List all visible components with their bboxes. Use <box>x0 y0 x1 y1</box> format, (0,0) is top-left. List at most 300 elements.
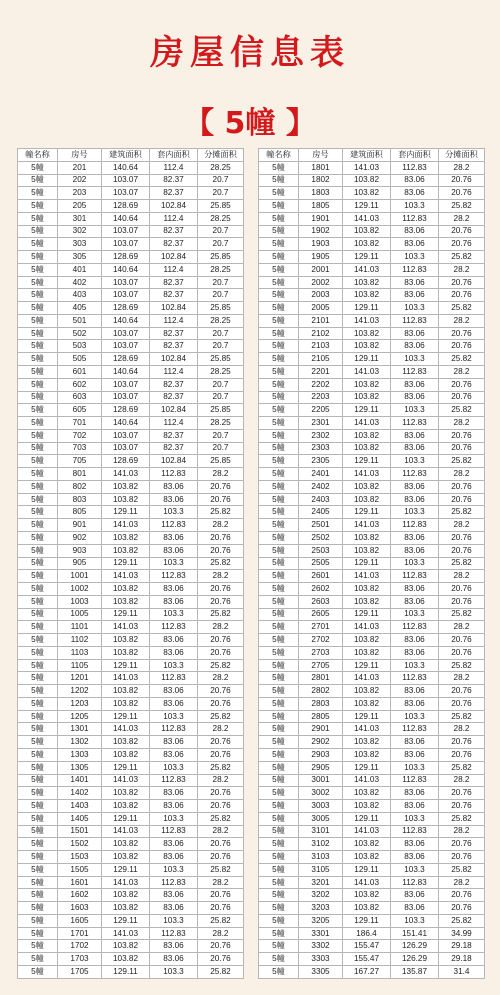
cell-room-number: 602 <box>58 378 102 391</box>
cell-inner-area: 103.3 <box>391 455 439 468</box>
cell-room-number: 2403 <box>299 493 343 506</box>
cell-building-name: 5幢 <box>259 212 299 225</box>
cell-room-number: 1403 <box>58 800 102 813</box>
cell-building-area: 129.11 <box>102 914 150 927</box>
cell-inner-area: 83.06 <box>150 531 198 544</box>
cell-room-number: 1002 <box>58 583 102 596</box>
cell-inner-area: 83.06 <box>391 838 439 851</box>
table-row <box>259 225 485 238</box>
table-row <box>18 710 244 723</box>
cell-building-area: 103.82 <box>102 583 150 596</box>
cell-room-number: 601 <box>58 366 102 379</box>
table-row <box>18 953 244 966</box>
table-row <box>259 187 485 200</box>
cell-inner-area: 151.41 <box>391 927 439 940</box>
cell-room-number: 2102 <box>299 327 343 340</box>
cell-shared-area: 20.76 <box>198 940 244 953</box>
cell-building-name: 5幢 <box>259 174 299 187</box>
cell-inner-area: 102.84 <box>150 455 198 468</box>
cell-inner-area: 103.3 <box>150 659 198 672</box>
cell-shared-area: 20.7 <box>198 378 244 391</box>
cell-building-name: 5幢 <box>259 800 299 813</box>
table-row <box>18 672 244 685</box>
cell-shared-area: 25.85 <box>198 404 244 417</box>
cell-inner-area: 112.83 <box>150 468 198 481</box>
cell-inner-area: 82.37 <box>150 327 198 340</box>
cell-inner-area: 83.06 <box>391 480 439 493</box>
cell-inner-area: 83.06 <box>391 493 439 506</box>
cell-building-area: 141.03 <box>102 570 150 583</box>
cell-shared-area: 20.76 <box>198 838 244 851</box>
cell-building-area: 129.11 <box>343 506 391 519</box>
cell-room-number: 1402 <box>58 787 102 800</box>
cell-inner-area: 83.06 <box>391 378 439 391</box>
cell-inner-area: 83.06 <box>391 327 439 340</box>
cell-room-number: 1103 <box>58 646 102 659</box>
cell-inner-area: 112.83 <box>391 212 439 225</box>
cell-room-number: 3203 <box>299 902 343 915</box>
cell-shared-area: 20.76 <box>198 634 244 647</box>
cell-building-name: 5幢 <box>18 697 58 710</box>
table-row <box>259 263 485 276</box>
cell-building-name: 5幢 <box>18 468 58 481</box>
table-row <box>18 748 244 761</box>
cell-room-number: 905 <box>58 557 102 570</box>
cell-inner-area: 103.3 <box>391 914 439 927</box>
cell-inner-area: 112.83 <box>391 366 439 379</box>
cell-building-name: 5幢 <box>259 417 299 430</box>
cell-shared-area: 20.76 <box>198 851 244 864</box>
cell-shared-area: 20.76 <box>439 583 485 596</box>
cell-building-name: 5幢 <box>259 914 299 927</box>
cell-room-number: 1205 <box>58 710 102 723</box>
table-row <box>18 276 244 289</box>
cell-building-area: 129.11 <box>102 557 150 570</box>
cell-shared-area: 28.2 <box>439 161 485 174</box>
cell-inner-area: 83.06 <box>391 340 439 353</box>
table-row <box>259 851 485 864</box>
cell-shared-area: 20.76 <box>198 902 244 915</box>
cell-room-number: 701 <box>58 417 102 430</box>
cell-building-area: 129.11 <box>102 710 150 723</box>
cell-room-number: 901 <box>58 519 102 532</box>
cell-building-name: 5幢 <box>18 251 58 264</box>
cell-inner-area: 83.06 <box>391 531 439 544</box>
cell-building-area: 103.07 <box>102 340 150 353</box>
cell-inner-area: 103.3 <box>150 863 198 876</box>
cell-inner-area: 82.37 <box>150 276 198 289</box>
cell-building-name: 5幢 <box>18 455 58 468</box>
cell-building-area: 186.4 <box>343 927 391 940</box>
cell-building-area: 103.82 <box>343 583 391 596</box>
cell-room-number: 3303 <box>299 953 343 966</box>
cell-room-number: 2301 <box>299 417 343 430</box>
cell-building-area: 129.11 <box>343 353 391 366</box>
cell-inner-area: 103.3 <box>391 302 439 315</box>
cell-shared-area: 20.76 <box>198 480 244 493</box>
cell-building-name: 5幢 <box>259 940 299 953</box>
cell-room-number: 1201 <box>58 672 102 685</box>
cell-building-name: 5幢 <box>259 812 299 825</box>
table-row <box>18 851 244 864</box>
cell-shared-area: 20.76 <box>439 787 485 800</box>
cell-inner-area: 103.3 <box>150 506 198 519</box>
table-row <box>259 838 485 851</box>
cell-building-area: 103.82 <box>343 493 391 506</box>
cell-inner-area: 112.4 <box>150 366 198 379</box>
cell-shared-area: 25.82 <box>439 455 485 468</box>
cell-building-area: 103.82 <box>343 634 391 647</box>
table-row <box>18 327 244 340</box>
cell-building-name: 5幢 <box>18 621 58 634</box>
cell-building-name: 5幢 <box>18 340 58 353</box>
cell-shared-area: 29.18 <box>439 940 485 953</box>
cell-room-number: 302 <box>58 225 102 238</box>
cell-building-name: 5幢 <box>259 966 299 979</box>
cell-building-name: 5幢 <box>259 480 299 493</box>
table-row <box>259 800 485 813</box>
cell-inner-area: 83.06 <box>150 685 198 698</box>
cell-building-name: 5幢 <box>18 710 58 723</box>
cell-building-name: 5幢 <box>18 391 58 404</box>
cell-building-name: 5幢 <box>259 774 299 787</box>
cell-room-number: 3001 <box>299 774 343 787</box>
cell-inner-area: 112.4 <box>150 161 198 174</box>
cell-inner-area: 112.83 <box>150 519 198 532</box>
cell-building-area: 103.82 <box>102 634 150 647</box>
cell-room-number: 703 <box>58 442 102 455</box>
table-row <box>259 659 485 672</box>
table-row <box>259 953 485 966</box>
cell-shared-area: 34.99 <box>439 927 485 940</box>
cell-building-name: 5幢 <box>18 276 58 289</box>
table-row <box>18 723 244 736</box>
cell-inner-area: 112.83 <box>391 263 439 276</box>
cell-shared-area: 20.76 <box>198 953 244 966</box>
cell-building-area: 103.82 <box>343 289 391 302</box>
cell-building-name: 5幢 <box>18 966 58 979</box>
cell-building-name: 5幢 <box>18 736 58 749</box>
cell-room-number: 1901 <box>299 212 343 225</box>
cell-building-name: 5幢 <box>259 761 299 774</box>
cell-building-area: 103.82 <box>343 225 391 238</box>
cell-building-name: 5幢 <box>259 302 299 315</box>
cell-room-number: 203 <box>58 187 102 200</box>
table-row <box>18 966 244 979</box>
cell-shared-area: 25.82 <box>198 710 244 723</box>
cell-inner-area: 103.3 <box>391 404 439 417</box>
table-row <box>18 595 244 608</box>
cell-inner-area: 83.06 <box>391 634 439 647</box>
cell-building-area: 128.69 <box>102 200 150 213</box>
cell-inner-area: 112.83 <box>150 672 198 685</box>
cell-shared-area: 25.82 <box>439 863 485 876</box>
cell-building-area: 141.03 <box>102 825 150 838</box>
header-shared-area: 分摊面积 <box>439 149 485 162</box>
cell-room-number: 502 <box>58 327 102 340</box>
cell-building-name: 5幢 <box>259 263 299 276</box>
cell-room-number: 801 <box>58 468 102 481</box>
cell-building-area: 167.27 <box>343 966 391 979</box>
cell-building-area: 129.11 <box>343 557 391 570</box>
cell-room-number: 2905 <box>299 761 343 774</box>
cell-building-name: 5幢 <box>259 531 299 544</box>
right-table-body <box>259 161 485 978</box>
cell-inner-area: 83.06 <box>391 902 439 915</box>
table-row <box>259 876 485 889</box>
cell-room-number: 501 <box>58 314 102 327</box>
table-row <box>18 557 244 570</box>
cell-room-number: 2505 <box>299 557 343 570</box>
cell-building-area: 103.82 <box>343 187 391 200</box>
table-row <box>259 429 485 442</box>
table-row <box>18 480 244 493</box>
cell-shared-area: 20.7 <box>198 187 244 200</box>
cell-room-number: 1105 <box>58 659 102 672</box>
table-row <box>259 697 485 710</box>
cell-building-area: 103.82 <box>102 800 150 813</box>
page-title: 房屋信息表 <box>150 33 350 73</box>
cell-building-name: 5幢 <box>259 851 299 864</box>
cell-building-area: 103.07 <box>102 225 150 238</box>
cell-room-number: 2201 <box>299 366 343 379</box>
table-row <box>259 583 485 596</box>
cell-shared-area: 25.82 <box>198 914 244 927</box>
cell-building-name: 5幢 <box>18 327 58 340</box>
cell-building-area: 128.69 <box>102 251 150 264</box>
cell-room-number: 2601 <box>299 570 343 583</box>
cell-inner-area: 83.06 <box>391 787 439 800</box>
table-row <box>259 723 485 736</box>
cell-inner-area: 112.83 <box>150 723 198 736</box>
cell-inner-area: 103.3 <box>391 251 439 264</box>
cell-room-number: 2802 <box>299 685 343 698</box>
cell-shared-area: 31.4 <box>439 966 485 979</box>
header-inner-area: 套内面积 <box>391 149 439 162</box>
cell-shared-area: 20.7 <box>198 327 244 340</box>
table-row <box>259 966 485 979</box>
cell-shared-area: 20.76 <box>439 340 485 353</box>
table-row <box>259 468 485 481</box>
cell-building-area: 103.82 <box>102 685 150 698</box>
cell-building-area: 129.11 <box>102 863 150 876</box>
cell-room-number: 2105 <box>299 353 343 366</box>
cell-building-area: 141.03 <box>102 672 150 685</box>
cell-room-number: 1803 <box>299 187 343 200</box>
table-row <box>18 417 244 430</box>
cell-room-number: 3101 <box>299 825 343 838</box>
cell-building-name: 5幢 <box>18 404 58 417</box>
cell-building-name: 5幢 <box>18 646 58 659</box>
cell-shared-area: 28.25 <box>198 161 244 174</box>
cell-shared-area: 25.85 <box>198 200 244 213</box>
table-row <box>259 238 485 251</box>
cell-shared-area: 28.2 <box>198 621 244 634</box>
cell-shared-area: 28.2 <box>439 468 485 481</box>
cell-shared-area: 25.82 <box>198 863 244 876</box>
cell-building-area: 103.82 <box>102 595 150 608</box>
house-info-table-left <box>17 148 244 979</box>
left-table-container <box>17 148 244 979</box>
cell-building-name: 5幢 <box>259 902 299 915</box>
cell-room-number: 1902 <box>299 225 343 238</box>
cell-room-number: 1801 <box>299 161 343 174</box>
cell-shared-area: 25.82 <box>439 353 485 366</box>
cell-building-area: 103.82 <box>102 953 150 966</box>
cell-building-area: 140.64 <box>102 366 150 379</box>
cell-shared-area: 20.76 <box>439 889 485 902</box>
cell-shared-area: 28.25 <box>198 314 244 327</box>
cell-inner-area: 83.06 <box>150 889 198 902</box>
cell-building-name: 5幢 <box>259 327 299 340</box>
cell-shared-area: 20.7 <box>198 174 244 187</box>
table-row <box>18 914 244 927</box>
cell-building-name: 5幢 <box>18 417 58 430</box>
cell-room-number: 1203 <box>58 697 102 710</box>
cell-shared-area: 28.2 <box>439 723 485 736</box>
cell-building-area: 129.11 <box>102 608 150 621</box>
table-row <box>18 404 244 417</box>
cell-shared-area: 25.82 <box>439 302 485 315</box>
table-row <box>259 787 485 800</box>
table-row <box>18 876 244 889</box>
table-row <box>18 838 244 851</box>
left-table-body <box>18 161 244 978</box>
cell-shared-area: 28.2 <box>198 876 244 889</box>
table-row <box>259 672 485 685</box>
cell-building-area: 141.03 <box>102 519 150 532</box>
cell-room-number: 205 <box>58 200 102 213</box>
cell-building-name: 5幢 <box>18 800 58 813</box>
cell-building-area: 103.82 <box>343 748 391 761</box>
cell-shared-area: 28.25 <box>198 417 244 430</box>
header-shared-area: 分摊面积 <box>198 149 244 162</box>
cell-shared-area: 25.85 <box>198 302 244 315</box>
cell-building-area: 141.03 <box>343 161 391 174</box>
cell-shared-area: 20.76 <box>439 276 485 289</box>
header-inner-area: 套内面积 <box>150 149 198 162</box>
cell-building-area: 103.82 <box>343 800 391 813</box>
cell-building-name: 5幢 <box>259 404 299 417</box>
cell-inner-area: 83.06 <box>150 544 198 557</box>
cell-shared-area: 25.82 <box>198 659 244 672</box>
cell-shared-area: 20.76 <box>439 391 485 404</box>
cell-building-name: 5幢 <box>18 570 58 583</box>
table-row <box>18 238 244 251</box>
cell-building-name: 5幢 <box>259 825 299 838</box>
cell-building-area: 103.82 <box>343 685 391 698</box>
cell-room-number: 1502 <box>58 838 102 851</box>
cell-shared-area: 20.76 <box>439 902 485 915</box>
cell-building-name: 5幢 <box>18 187 58 200</box>
cell-shared-area: 20.76 <box>439 685 485 698</box>
cell-inner-area: 112.83 <box>391 876 439 889</box>
cell-inner-area: 83.06 <box>150 940 198 953</box>
cell-building-name: 5幢 <box>259 748 299 761</box>
cell-building-area: 103.82 <box>343 787 391 800</box>
cell-inner-area: 112.83 <box>391 774 439 787</box>
cell-building-area: 129.11 <box>343 455 391 468</box>
table-row <box>18 863 244 876</box>
cell-inner-area: 112.83 <box>391 825 439 838</box>
cell-building-area: 128.69 <box>102 455 150 468</box>
cell-building-name: 5幢 <box>259 621 299 634</box>
cell-room-number: 1505 <box>58 863 102 876</box>
cell-shared-area: 25.82 <box>198 557 244 570</box>
cell-inner-area: 82.37 <box>150 289 198 302</box>
cell-inner-area: 82.37 <box>150 391 198 404</box>
cell-shared-area: 28.2 <box>439 314 485 327</box>
cell-inner-area: 83.06 <box>150 851 198 864</box>
cell-building-name: 5幢 <box>259 161 299 174</box>
cell-inner-area: 112.83 <box>150 570 198 583</box>
cell-building-name: 5幢 <box>259 353 299 366</box>
cell-room-number: 2001 <box>299 263 343 276</box>
table-row <box>18 812 244 825</box>
cell-inner-area: 82.37 <box>150 238 198 251</box>
cell-building-area: 103.82 <box>343 276 391 289</box>
table-row <box>259 544 485 557</box>
table-row <box>18 570 244 583</box>
cell-building-area: 140.64 <box>102 314 150 327</box>
cell-building-area: 103.82 <box>102 493 150 506</box>
cell-building-area: 129.11 <box>343 710 391 723</box>
cell-shared-area: 20.76 <box>198 595 244 608</box>
cell-inner-area: 112.83 <box>391 672 439 685</box>
cell-shared-area: 20.76 <box>439 531 485 544</box>
cell-building-name: 5幢 <box>259 225 299 238</box>
cell-inner-area: 103.3 <box>391 659 439 672</box>
cell-inner-area: 102.84 <box>150 200 198 213</box>
table-row <box>259 940 485 953</box>
cell-building-area: 103.07 <box>102 378 150 391</box>
cell-room-number: 2902 <box>299 736 343 749</box>
cell-building-area: 141.03 <box>343 212 391 225</box>
table-row <box>18 174 244 187</box>
table-row <box>259 863 485 876</box>
cell-inner-area: 103.3 <box>391 812 439 825</box>
cell-building-area: 141.03 <box>343 774 391 787</box>
cell-building-name: 5幢 <box>18 378 58 391</box>
cell-shared-area: 28.2 <box>198 570 244 583</box>
table-row <box>259 761 485 774</box>
cell-building-area: 103.82 <box>343 442 391 455</box>
cell-building-area: 129.11 <box>102 966 150 979</box>
table-row <box>259 902 485 915</box>
cell-room-number: 1401 <box>58 774 102 787</box>
cell-inner-area: 103.3 <box>150 966 198 979</box>
cell-shared-area: 25.82 <box>439 251 485 264</box>
cell-inner-area: 82.37 <box>150 378 198 391</box>
cell-shared-area: 25.82 <box>198 506 244 519</box>
cell-shared-area: 25.82 <box>439 812 485 825</box>
header-building-area: 建筑面积 <box>343 149 391 162</box>
cell-building-area: 141.03 <box>102 621 150 634</box>
cell-building-area: 129.11 <box>343 863 391 876</box>
cell-building-area: 129.11 <box>102 506 150 519</box>
cell-building-name: 5幢 <box>18 366 58 379</box>
cell-building-area: 129.11 <box>343 608 391 621</box>
cell-room-number: 405 <box>58 302 102 315</box>
cell-shared-area: 20.76 <box>198 544 244 557</box>
table-row <box>259 200 485 213</box>
cell-building-area: 103.82 <box>343 378 391 391</box>
cell-building-area: 103.82 <box>102 902 150 915</box>
table-row <box>18 225 244 238</box>
cell-building-area: 129.11 <box>102 812 150 825</box>
header-room-number: 房号 <box>58 149 102 162</box>
cell-room-number: 803 <box>58 493 102 506</box>
